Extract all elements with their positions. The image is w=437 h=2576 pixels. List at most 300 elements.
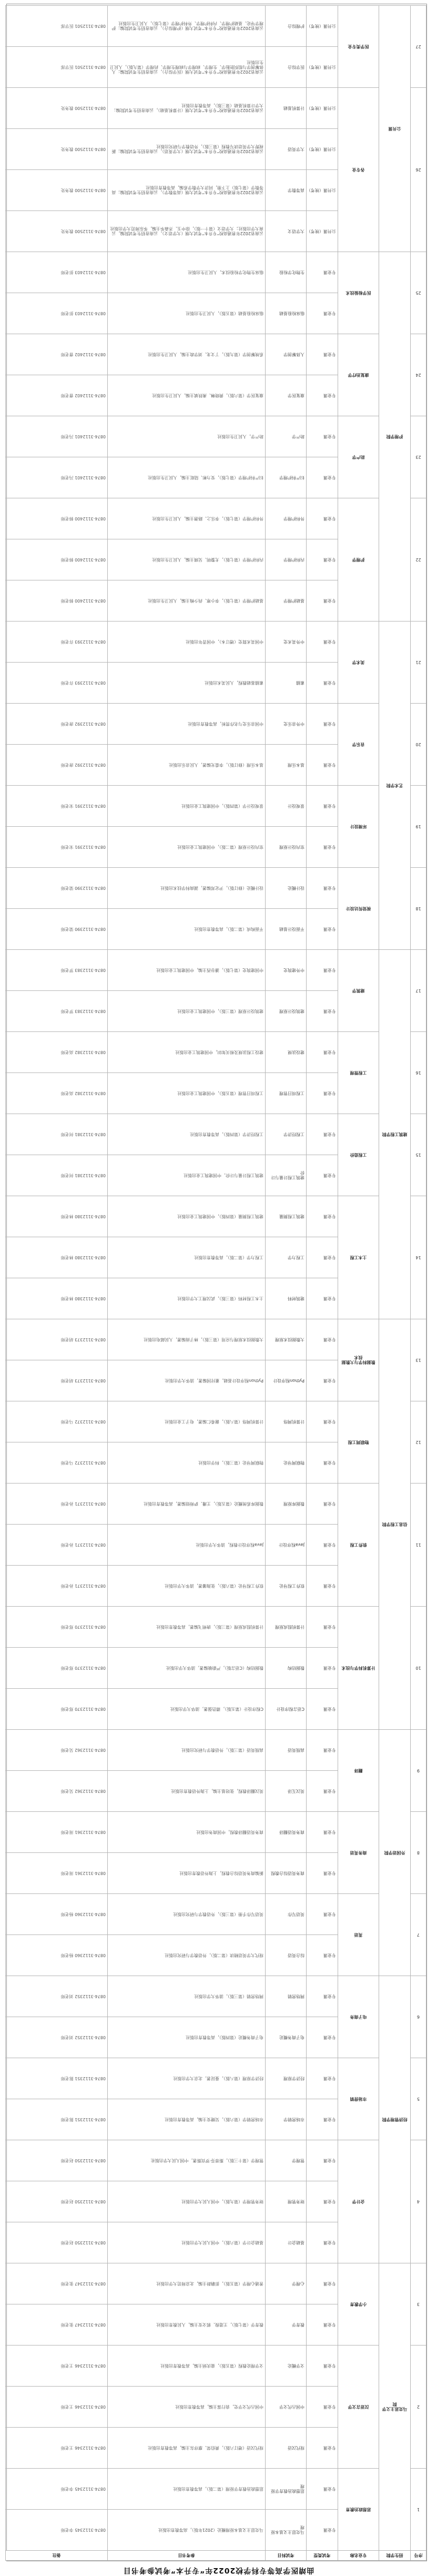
row-index: 23 bbox=[411, 416, 426, 498]
table-row bbox=[6, 293, 426, 334]
exam-type: 专业课 bbox=[307, 2140, 338, 2181]
exam-type: 专业课 bbox=[307, 868, 338, 909]
reference-books: 建筑工程计量与计价，中国建筑工业出版社 bbox=[108, 1155, 266, 1196]
college-name: 信息工程学院 bbox=[379, 1319, 411, 1730]
exam-type: 公共课（统考） bbox=[307, 88, 338, 129]
college-name: 艺术学院 bbox=[379, 622, 411, 950]
table-row bbox=[6, 991, 426, 1032]
table-row bbox=[6, 211, 426, 252]
exam-subject: Python程序设计 bbox=[266, 1360, 307, 1401]
reference-books: Python程序设计基础，董付国编著，清华大学出版社 bbox=[108, 1360, 266, 1401]
exam-subject: 管理学 bbox=[266, 2140, 307, 2181]
exam-type: 专业课 bbox=[307, 663, 338, 704]
major-name: 工程造价 bbox=[338, 1114, 379, 1196]
exam-subject: 高等数学 bbox=[266, 170, 307, 211]
table-row bbox=[6, 745, 426, 786]
reference-books: 中国音乐史与名作赏析，高等教育出版社 bbox=[108, 704, 266, 745]
major-name: 音乐学 bbox=[338, 704, 379, 786]
remarks: 0874-3112401 冯老师 bbox=[6, 457, 108, 498]
reference-books: 云南省2022年普通高校“专升本”考试大纲（护理综合），云南省招生考试院编；护理学导论、基础护理学、内科护理学、外科护理学（第七版），人民卫生出版社 bbox=[108, 6, 266, 47]
remarks: 0874-3112383 罗老师 bbox=[6, 950, 108, 991]
header-college: 招生学院 bbox=[379, 2551, 411, 2561]
remarks: 0874-3112346 王老师 bbox=[6, 2346, 108, 2387]
row-index: 10 bbox=[411, 1607, 426, 1730]
college-name: 公共课 bbox=[379, 6, 411, 252]
exam-type: 专业课 bbox=[307, 1196, 338, 1237]
exam-subject: 建筑设计原理 bbox=[266, 991, 307, 1032]
row-index: 11 bbox=[411, 1484, 426, 1607]
major-name: 思想政治教育 bbox=[338, 2469, 379, 2551]
major-name: 会计学 bbox=[338, 2140, 379, 2263]
table-row bbox=[6, 827, 426, 868]
exam-subject: Java程序设计 bbox=[266, 1525, 307, 1566]
reference-books: 商务英语翻译教程，中国商务出版社 bbox=[108, 1812, 266, 1853]
remarks: 0874-3112372 马老师 bbox=[6, 1401, 108, 1442]
remarks: 0874-3112393 许老师 bbox=[6, 663, 108, 704]
exam-subject: 工程力学 bbox=[266, 1237, 307, 1278]
exam-type: 专业课 bbox=[307, 2058, 338, 2099]
table-row bbox=[6, 457, 426, 498]
exam-type: 公共课（统考） bbox=[307, 6, 338, 47]
table-row bbox=[6, 663, 426, 704]
exam-type: 专业课 bbox=[307, 909, 338, 950]
exam-subject: 综合英语 bbox=[266, 1935, 307, 1976]
remarks: 0874-3112500 教务处 bbox=[6, 170, 108, 211]
remarks: 0874-3112403 彭老师 bbox=[6, 293, 108, 334]
reference-books: 景观设计学（第四版），中国建筑工业出版社 bbox=[108, 786, 266, 827]
remarks: 0874-3112346 王老师 bbox=[6, 2387, 108, 2428]
remarks: 0874-3112347 张老师 bbox=[6, 2304, 108, 2346]
exam-type: 专业课 bbox=[307, 375, 338, 416]
reference-books: 助产学，人民卫生出版社 bbox=[108, 416, 266, 457]
exam-type: 专业课 bbox=[307, 786, 338, 827]
header-remarks: 备注 bbox=[6, 2551, 108, 2561]
reference-books: 临床生物化学检验技术，人民卫生出版社 bbox=[108, 252, 266, 293]
exam-subject: 景观设计 bbox=[266, 786, 307, 827]
remarks: 0874-3112370 郑老师 bbox=[6, 1689, 108, 1730]
remarks: 0874-3112370 郑老师 bbox=[6, 1607, 108, 1648]
exam-type: 专业课 bbox=[307, 1935, 338, 1976]
reference-books: C程序设计（第五版），谭浩强著，清华大学出版社 bbox=[108, 1689, 266, 1730]
row-index: 4 bbox=[411, 2140, 426, 2263]
exam-type: 专业课 bbox=[307, 704, 338, 745]
major-name: 环境设计 bbox=[338, 786, 379, 868]
exam-type: 专业课 bbox=[307, 1073, 338, 1114]
reference-books: 管理学（第十三版），斯蒂芬·罗宾斯著，中国人民大学出版社 bbox=[108, 2140, 266, 2181]
exam-subject: 中国古代文学 bbox=[266, 2387, 307, 2428]
reference-books: 云南省2022年普通高校“专升本”考试大纲（医学综合），云南省招生考试院编；人体解剖学与组织胚胎学、生理学、病理学与病理生理学、药理学（第九版），人民卫生出版社 bbox=[108, 47, 266, 88]
reference-books: 基本乐理（修订版），李重光编著，人民音乐出版社 bbox=[108, 745, 266, 786]
exam-subject: 平面设计基础 bbox=[266, 909, 307, 950]
exam-type: 专业课 bbox=[307, 2181, 338, 2222]
exam-subject: 英汉互译 bbox=[266, 1771, 307, 1812]
reference-books: 室内设计原理（第二版），中国建筑工业出版社 bbox=[108, 827, 266, 868]
header-index: 序号 bbox=[411, 2551, 426, 2561]
exam-subject: 数据库原理 bbox=[266, 1484, 307, 1525]
remarks: 0874-3112501 医学部 bbox=[6, 6, 108, 47]
row-index: 25 bbox=[411, 252, 426, 334]
remarks: 0874-3112362 吴老师 bbox=[6, 1771, 108, 1812]
exam-type: 专业课 bbox=[307, 1401, 338, 1442]
reference-books: 系统解剖学（第九版），丁文龙、刘学政主编，人民卫生出版社 bbox=[108, 334, 266, 375]
reference-books: 工程经济学（第四版），高等教育出版社 bbox=[108, 1114, 266, 1155]
exam-subject: 软件工程导论 bbox=[266, 1566, 307, 1607]
major-name: 美术学 bbox=[338, 622, 379, 704]
remarks: 0874-3112350 赵老师 bbox=[6, 2222, 108, 2263]
exam-type: 专业课 bbox=[307, 1114, 338, 1155]
reference-books: 物联网导论（第三版），科学出版社 bbox=[108, 1442, 266, 1484]
row-index: 24 bbox=[411, 334, 426, 416]
exam-subject: 中外建筑史 bbox=[266, 950, 307, 991]
exam-type: 专业课 bbox=[307, 2428, 338, 2469]
exam-type: 专业课 bbox=[307, 1894, 338, 1935]
remarks: 0874-3112380 林老师 bbox=[6, 1237, 108, 1278]
exam-type: 专业课 bbox=[307, 2263, 338, 2304]
exam-subject: 建设法规 bbox=[266, 1032, 307, 1073]
remarks: 0874-3112400 韩老师 bbox=[6, 539, 108, 580]
reference-books: 高级英语（第三版），外语教学与研究出版社 bbox=[108, 1730, 266, 1771]
exam-type: 专业课 bbox=[307, 2387, 338, 2428]
table-row bbox=[6, 1771, 426, 1812]
exam-type: 公共课（统考） bbox=[307, 170, 338, 211]
exam-subject: 妇产科护理学 bbox=[266, 457, 307, 498]
row-index: 27 bbox=[411, 6, 426, 88]
exam-type: 专业课 bbox=[307, 1237, 338, 1278]
reference-books: 英汉翻译教程，张培基主编，上海外语教育出版社 bbox=[108, 1771, 266, 1812]
table-row bbox=[6, 1689, 426, 1730]
exam-type: 专业课 bbox=[307, 1976, 338, 2017]
table-row bbox=[6, 375, 426, 416]
table-header bbox=[6, 2551, 426, 2561]
remarks: 0874-3112402 曹老师 bbox=[6, 334, 108, 375]
exam-type: 专业课 bbox=[307, 293, 338, 334]
page-title: 曲靖医学高等专科学校2022年“专升本”考试参考书目 bbox=[123, 2566, 314, 2574]
exam-type: 专业课 bbox=[307, 950, 338, 991]
exam-subject: 生物化学检验 bbox=[266, 252, 307, 293]
exam-subject: 素描 bbox=[266, 663, 307, 704]
remarks: 0874-3112345 李老师 bbox=[6, 2469, 108, 2510]
row-index: 3 bbox=[411, 2263, 426, 2346]
remarks: 0874-3112500 教务处 bbox=[6, 129, 108, 170]
remarks: 0874-3112350 赵老师 bbox=[6, 2181, 108, 2222]
row-index: 20 bbox=[411, 704, 426, 786]
remarks: 0874-3112352 刘老师 bbox=[6, 1976, 108, 2017]
major-name: 视觉传达设计 bbox=[338, 868, 379, 950]
reference-books: 大数据技术原理与应用（第三版），林子雨编著，人民邮电出版社 bbox=[108, 1319, 266, 1360]
reference-books: 素描基础教程，人民美术出版社 bbox=[108, 663, 266, 704]
college-name: 经济管理学院 bbox=[379, 1976, 411, 2263]
exam-type: 专业课 bbox=[307, 2017, 338, 2058]
remarks: 0874-3112362 吴老师 bbox=[6, 1730, 108, 1771]
exam-type: 公共课（统考） bbox=[307, 129, 338, 170]
reference-books: 云南省2022年普通高校“专升本”考试大纲（高等数学），云南省招生考试院编；高等数学（第七版）上下册，同济大学数学系编，高等教育出版社 bbox=[108, 170, 266, 211]
row-index: 19 bbox=[411, 786, 426, 868]
exam-subject: 电子商务概论 bbox=[266, 2017, 307, 2058]
remarks: 0874-3112392 唐老师 bbox=[6, 704, 108, 745]
exam-subject: 网络营销 bbox=[266, 1976, 307, 2017]
reference-books: 普通心理学（第五版），彭聃龄主编，北京师范大学出版社 bbox=[108, 2263, 266, 2304]
major-name: 数据科学与大数据技术 bbox=[338, 1319, 379, 1401]
row-index: 9 bbox=[411, 1730, 426, 1812]
reference-books: 工程力学（第二版），高等教育出版社 bbox=[108, 1237, 266, 1278]
table-row bbox=[6, 1073, 426, 1114]
remarks: 0874-3112360 杨老师 bbox=[6, 1935, 108, 1976]
exam-type: 专业课 bbox=[307, 1360, 338, 1401]
exam-type: 专业课 bbox=[307, 416, 338, 457]
exam-subject: 思想政治教育学原理 bbox=[266, 2469, 307, 2510]
major-name: 软件工程 bbox=[338, 1484, 379, 1607]
reference-books: 中国建筑史（第七版），潘谷西主编，中国建筑工业出版社 bbox=[108, 950, 266, 991]
header-row bbox=[6, 2551, 426, 2561]
exam-type: 专业课 bbox=[307, 1607, 338, 1648]
remarks: 0874-3112347 张老师 bbox=[6, 2263, 108, 2304]
major-name: 医学类专业 bbox=[338, 6, 379, 88]
book-list-table bbox=[5, 5, 426, 2561]
major-name: 小学教育 bbox=[338, 2263, 379, 2346]
exam-type: 专业课 bbox=[307, 2510, 338, 2551]
table-row bbox=[6, 1155, 426, 1196]
major-name: 医学检验技术 bbox=[338, 252, 379, 334]
reference-books: 基础会计学（第六版），中国人民大学出版社 bbox=[108, 2222, 266, 2263]
remarks: 0874-3112361 周老师 bbox=[6, 1853, 108, 1894]
exam-subject: 建筑工程测量 bbox=[266, 1196, 307, 1237]
row-index: 17 bbox=[411, 950, 426, 1032]
exam-type: 专业课 bbox=[307, 2304, 338, 2346]
row-index: 18 bbox=[411, 868, 426, 950]
reference-books: 外科护理学（第七版），李乐之、路潜主编，人民卫生出版社 bbox=[108, 498, 266, 539]
exam-subject: 文学概论 bbox=[266, 2346, 307, 2387]
exam-type: 专业课 bbox=[307, 2222, 338, 2263]
exam-subject: 英语写作 bbox=[266, 1894, 307, 1935]
row-index: 15 bbox=[411, 1114, 426, 1196]
remarks: 0874-3112382 高老师 bbox=[6, 1032, 108, 1073]
exam-subject: 物联网导论 bbox=[266, 1442, 307, 1484]
major-name: 翻译 bbox=[338, 1730, 379, 1812]
exam-type: 专业课 bbox=[307, 1525, 338, 1566]
row-index: 13 bbox=[411, 1319, 426, 1401]
header-exam-type: 考试类型 bbox=[307, 2551, 338, 2561]
reference-books: 数据库系统概论（第五版），王珊、萨师煊编著，高等教育出版社 bbox=[108, 1484, 266, 1525]
table-row bbox=[6, 580, 426, 622]
exam-subject: 大学英语 bbox=[266, 129, 307, 170]
remarks: 0874-3112372 马老师 bbox=[6, 1442, 108, 1484]
exam-subject: 内科护理学 bbox=[266, 539, 307, 580]
exam-type: 专业课 bbox=[307, 622, 338, 663]
exam-subject: 商务英语翻译 bbox=[266, 1812, 307, 1853]
exam-subject: 中外音乐史 bbox=[266, 704, 307, 745]
exam-subject: 建筑工程计量与计价 bbox=[266, 1155, 307, 1196]
exam-type: 专业课 bbox=[307, 252, 338, 293]
reference-books: 中国古代文学史，袁行霈主编，高等教育出版社 bbox=[108, 2387, 266, 2428]
college-name: 建筑工程学院 bbox=[379, 950, 411, 1319]
header-subject: 考试科目 bbox=[266, 2551, 307, 2561]
exam-subject: 建筑材料 bbox=[266, 1278, 307, 1319]
remarks: 0874-3112382 高老师 bbox=[6, 1073, 108, 1114]
remarks: 0874-3112500 教务处 bbox=[6, 211, 108, 252]
row-index: 6 bbox=[411, 1976, 426, 2058]
exam-type: 专业课 bbox=[307, 1155, 338, 1196]
remarks: 0874-3112381 何老师 bbox=[6, 1114, 108, 1155]
reference-books: 英语写作手册（第三版），外语教学与研究出版社 bbox=[108, 1894, 266, 1935]
reference-books: 软件工程导论（第六版），张海藩著，清华大学出版社 bbox=[108, 1566, 266, 1607]
reference-books: 妇产科护理学（第七版），安力彬、陆虹主编，人民卫生出版社 bbox=[108, 457, 266, 498]
major-name: 土木工程 bbox=[338, 1196, 379, 1319]
reference-books: 建筑设计原理（第三版），中国建筑工业出版社 bbox=[108, 991, 266, 1032]
major-name: 计算机科学与技术 bbox=[338, 1607, 379, 1730]
remarks: 0874-3112373 胡老师 bbox=[6, 1319, 108, 1360]
reference-books: 计算机组成原理（第三版），唐朔飞编著，高等教育出版社 bbox=[108, 1607, 266, 1648]
remarks: 0874-3112381 何老师 bbox=[6, 1155, 108, 1196]
reference-books: 数据结构（C语言版），严蔚敏编著，清华大学出版社 bbox=[108, 1648, 266, 1689]
exam-subject: 经济学原理 bbox=[266, 2058, 307, 2099]
exam-subject: 马克思主义基本原理 bbox=[266, 2510, 307, 2551]
exam-type: 公共课（统考） bbox=[307, 211, 338, 252]
reference-books: 临床检验基础（第五版），人民卫生出版社 bbox=[108, 293, 266, 334]
reference-books: 基础护理学（第七版），李小寒、尚少梅主编，人民卫生出版社 bbox=[108, 580, 266, 622]
exam-type: 专业课 bbox=[307, 2469, 338, 2510]
remarks: 0874-3112351 陈老师 bbox=[6, 2099, 108, 2140]
exam-type: 专业课 bbox=[307, 1278, 338, 1319]
reference-books: 云南省2022年普通高校“专升本”考试大纲（大学英语），云南省招生考试院编；新视野大学英语读写教程（第三版），外语教学与研究出版社 bbox=[108, 129, 266, 170]
header-major: 专业名称 bbox=[338, 2551, 379, 2561]
exam-subject: 康复医学 bbox=[266, 375, 307, 416]
exam-type: 专业课 bbox=[307, 1771, 338, 1812]
remarks: 0874-3112391 宋老师 bbox=[6, 827, 108, 868]
reference-books: 建设工程法规及相关知识，中国建筑工业出版社 bbox=[108, 1032, 266, 1073]
reference-books: 计算机网络（第八版），谢希仁编著，电子工业出版社 bbox=[108, 1401, 266, 1442]
major-name: 英语 bbox=[338, 1894, 379, 1976]
remarks: 0874-3112346 王老师 bbox=[6, 2428, 108, 2469]
remarks: 0874-3112400 韩老师 bbox=[6, 580, 108, 622]
reference-books: 电子商务概论（第四版），高等教育出版社 bbox=[108, 2017, 266, 2058]
exam-subject: 心理学 bbox=[266, 2263, 307, 2304]
reference-books: 内科护理学（第七版），尤黎明、吴瑛主编，人民卫生出版社 bbox=[108, 539, 266, 580]
major-name: 物联网工程 bbox=[338, 1401, 379, 1484]
reference-books: 工程项目管理（第五版），中国建筑工业出版社 bbox=[108, 1073, 266, 1114]
college-name: 护理学院 bbox=[379, 252, 411, 622]
remarks: 0874-3112383 罗老师 bbox=[6, 991, 108, 1032]
table-row bbox=[6, 1442, 426, 1484]
table-row bbox=[6, 2304, 426, 2346]
exam-type: 专业课 bbox=[307, 1484, 338, 1525]
exam-subject: 数据结构 bbox=[266, 1648, 307, 1689]
reference-books: 网络营销（第三版），清华大学出版社 bbox=[108, 1976, 266, 2017]
exam-type: 专业课 bbox=[307, 1566, 338, 1607]
remarks: 0874-3112393 许老师 bbox=[6, 622, 108, 663]
row-index: 14 bbox=[411, 1196, 426, 1319]
reference-books: 新编商务英语综合教程，上海外语教育出版社 bbox=[108, 1853, 266, 1894]
remarks: 0874-3112380 林老师 bbox=[6, 1278, 108, 1319]
major-name: 汉语言文学 bbox=[338, 2346, 379, 2469]
exam-subject: 财务管理 bbox=[266, 2181, 307, 2222]
remarks: 0874-3112403 彭老师 bbox=[6, 252, 108, 293]
college-name: 外国语学院 bbox=[379, 1730, 411, 1976]
remarks: 0874-3112391 宋老师 bbox=[6, 786, 108, 827]
exam-type: 专业课 bbox=[307, 334, 338, 375]
row-index: 16 bbox=[411, 1032, 426, 1114]
exam-type: 专业课 bbox=[307, 1730, 338, 1771]
major-name: 护理学 bbox=[338, 498, 379, 622]
remarks: 0874-3112390 梁老师 bbox=[6, 868, 108, 909]
row-index: 1 bbox=[411, 2469, 426, 2551]
remarks: 0874-3112373 胡老师 bbox=[6, 1360, 108, 1401]
remarks: 0874-3112380 林老师 bbox=[6, 1196, 108, 1237]
remarks: 0874-3112500 教务处 bbox=[6, 88, 108, 129]
table-row bbox=[6, 2222, 426, 2263]
exam-type: 专业课 bbox=[307, 991, 338, 1032]
exam-subject: 助产学 bbox=[266, 416, 307, 457]
exam-subject: 现代汉语 bbox=[266, 2428, 307, 2469]
table-row bbox=[6, 1360, 426, 1401]
reference-books: 设计概论（修订版），尹定邦编著，湖南科学技术出版社 bbox=[108, 868, 266, 909]
major-name: 市场营销 bbox=[338, 2058, 379, 2140]
table-row bbox=[6, 909, 426, 950]
exam-subject: 高级英语 bbox=[266, 1730, 307, 1771]
exam-subject: 中外美术史 bbox=[266, 622, 307, 663]
exam-subject: 基础护理学 bbox=[266, 580, 307, 622]
major-name: 商务英语 bbox=[338, 1812, 379, 1894]
exam-subject: 工程经济学 bbox=[266, 1114, 307, 1155]
reference-books: 云南省2022年普通高校“专升本”考试大纲（计算机基础），云南省招生考试院编；大学计算机基础（第三版），高等教育出版社 bbox=[108, 88, 266, 129]
table-row bbox=[6, 2428, 426, 2469]
reference-books: 中国美术简史（增订本），中国青年出版社 bbox=[108, 622, 266, 663]
remarks: 0874-3112370 郑老师 bbox=[6, 1648, 108, 1689]
reference-books: 云南省2022年普通高校“专升本”考试大纲（大学语文），云南省招生考试院编，云南大学出版社；大学语文（第十一版），徐中玉、齐森华主编，华东师范大学出版社 bbox=[108, 211, 266, 252]
reference-books: 文学理论教程（第五版），童庆炳主编，高等教育出版社 bbox=[108, 2346, 266, 2387]
row-index: 7 bbox=[411, 1894, 426, 1976]
exam-subject: 室内设计原理 bbox=[266, 827, 307, 868]
exam-subject: 大学语文 bbox=[266, 211, 307, 252]
remarks: 0874-3112371 孙老师 bbox=[6, 1484, 108, 1525]
exam-type: 专业课 bbox=[307, 2099, 338, 2140]
reference-books: 财务管理学（第九版），中国人民大学出版社 bbox=[108, 2181, 266, 2222]
remarks: 0874-3112351 陈老师 bbox=[6, 2058, 108, 2099]
exam-type: 专业课 bbox=[307, 1812, 338, 1853]
major-name: 各专业 bbox=[338, 88, 379, 252]
reference-books: 现代大学英语精读（第二版），外语教学与研究出版社 bbox=[108, 1935, 266, 1976]
reference-books: Java程序设计教程，清华大学出版社 bbox=[108, 1525, 266, 1566]
major-name: 康复治疗学 bbox=[338, 334, 379, 416]
row-index: 21 bbox=[411, 622, 426, 704]
exam-type: 专业课 bbox=[307, 1319, 338, 1360]
major-name: 建筑学 bbox=[338, 950, 379, 1032]
exam-type: 专业课 bbox=[307, 2346, 338, 2387]
exam-subject: C语言程序设计 bbox=[266, 1689, 307, 1730]
exam-type: 专业课 bbox=[307, 1648, 338, 1689]
table-row bbox=[6, 1566, 426, 1607]
remarks: 0874-3112371 孙老师 bbox=[6, 1525, 108, 1566]
remarks: 0874-3112401 冯老师 bbox=[6, 416, 108, 457]
exam-subject: 市场营销学 bbox=[266, 2099, 307, 2140]
table-row bbox=[6, 1935, 426, 1976]
major-name: 电子商务 bbox=[338, 1976, 379, 2058]
row-index: 22 bbox=[411, 498, 426, 622]
reference-books: 平面构成（第二版），高等教育出版社 bbox=[108, 909, 266, 950]
exam-subject: 基本乐理 bbox=[266, 745, 307, 786]
remarks: 0874-3112345 李老师 bbox=[6, 2510, 108, 2551]
reference-books: 教育学（第七版），王道俊、郭文安主编，人民教育出版社 bbox=[108, 2304, 266, 2346]
exam-subject: 大数据技术原理 bbox=[266, 1319, 307, 1360]
exam-type: 公共课（统考） bbox=[307, 47, 338, 88]
book-list-table-wrap bbox=[6, 4, 427, 2561]
exam-subject: 设计概论 bbox=[266, 868, 307, 909]
remarks: 0874-3112400 韩老师 bbox=[6, 498, 108, 539]
exam-type: 专业课 bbox=[307, 498, 338, 539]
row-index: 8 bbox=[411, 1812, 426, 1894]
row-index: 5 bbox=[411, 2058, 426, 2140]
exam-subject: 工程项目管理 bbox=[266, 1073, 307, 1114]
row-index: 26 bbox=[411, 88, 426, 252]
